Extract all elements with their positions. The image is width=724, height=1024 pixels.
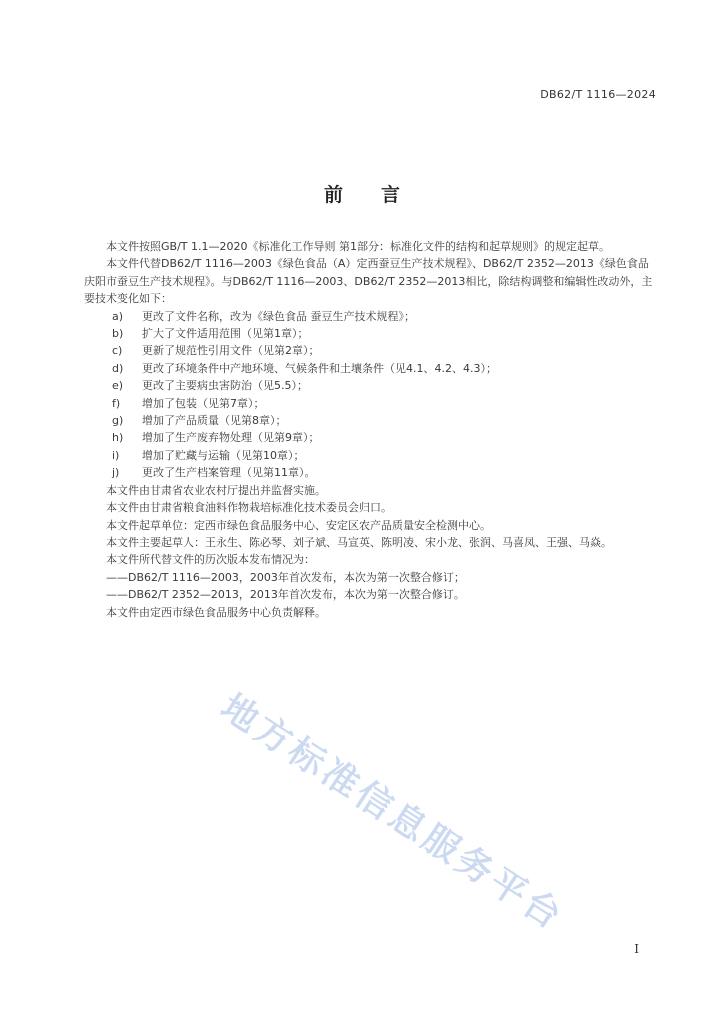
list-item: c) 更新了规范性引用文件（见第2章）； xyxy=(112,344,320,358)
paragraph-drafting-units: 本文件起草单位：定西市绿色食品服务中心、安定区农产品质量安全检测中心。 xyxy=(106,518,491,532)
paragraph-proposer: 本文件由甘肃省农业农村厅提出并监督实施。 xyxy=(106,483,326,497)
list-item: j) 更改了生产档案管理（见第11章）。 xyxy=(112,466,316,480)
changes-list xyxy=(84,308,659,482)
paragraph-drafting-rule: 本文件按照GB/T 1.1—2020《标准化工作导则 第1部分：标准化文件的结构和起草规则》的规定起草。 xyxy=(106,240,610,253)
history-item: ——DB62/T 2352—2013，2013年首次发布，本次为第一次整合修订。 xyxy=(106,588,465,602)
history-item: ——DB62/T 1116—2003，2003年首次发布，本次为第一次整合修订； xyxy=(106,570,465,584)
watermark: 地方标准信息服务平台 xyxy=(213,686,572,939)
list-item: h) 增加了生产废弃物处理（见第9章）； xyxy=(112,431,320,445)
list-item: b) 扩大了文件适用范围（见第1章）； xyxy=(112,327,309,341)
foreword-body xyxy=(84,238,659,621)
page-title: 前言 xyxy=(323,184,438,206)
paragraph-history-intro: 本文件所代替文件的历次版本发布情况为： xyxy=(106,553,315,567)
standard-code: DB62/T 1116—2024 xyxy=(540,88,656,101)
paragraph-committee: 本文件由甘肃省粮食油料作物栽培标准化技术委员会归口。 xyxy=(106,501,392,515)
list-item: d) 更改了环境条件中产地环境、气候条件和土壤条件（见4.1、4.2、4.3）； xyxy=(112,361,497,375)
paragraph-drafters: 本文件主要起草人：王永生、陈必琴、刘子斌、马宣英、陈明凌、宋小龙、张润、马喜凤、王强、马焱。 xyxy=(106,535,612,549)
list-item: e) 更改了主要病虫害防治（见5.5）； xyxy=(112,379,308,393)
list-item: a) 更改了文件名称，改为《绿色食品 蚕豆生产技术规程》； xyxy=(112,309,415,323)
list-item: f) 增加了包装（见第7章）； xyxy=(112,396,265,410)
list-item: i) 增加了贮藏与运输（见第10章）； xyxy=(112,448,305,462)
paragraph-interpretation: 本文件由定西市绿色食品服务中心负责解释。 xyxy=(106,605,326,619)
page-number: I xyxy=(634,942,639,956)
list-item: g) 增加了产品质量（见第8章）； xyxy=(112,414,287,428)
paragraph-replacement: 本文件代替DB62/T 1116—2003《绿色食品（A）定西蚕豆生产技术规程》、DB62/T 2352—2013《绿色食品 庆阳市蚕豆生产技术规程》。与DB62/T 1116—2003、DB62/T 2352—2013相比，除结构调整和编辑性改动外，主要技术变化如下： xyxy=(84,257,653,306)
